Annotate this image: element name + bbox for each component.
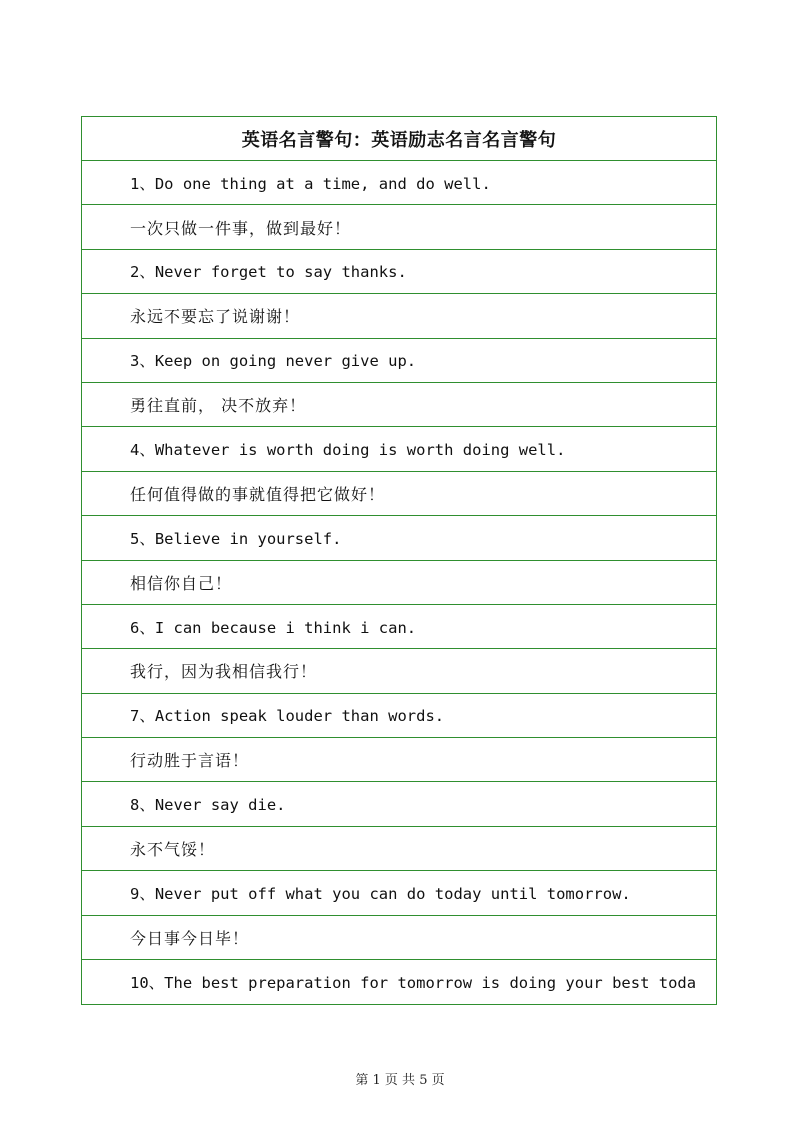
quote-english-row: 4、Whatever is worth doing is worth doing well. [82,427,716,471]
quote-translation-row: 一次只做一件事，做到最好！ [82,205,716,249]
quote-english-row: 10、The best preparation for tomorrow is doing your best toda [130,974,697,993]
quote-english-row: 5、Believe in yourself. [82,516,716,560]
quote-english-row: 6、I can because i think i can. [82,605,716,649]
quote-translation-row: 我行，因为我相信我行！ [82,649,716,693]
quote-translation-row: 相信你自己！ [82,561,716,605]
quotes-table [81,116,717,1005]
quote-translation-row: 今日事今日毕！ [82,916,716,960]
quote-english-row: 1、Do one thing at a time, and do well. [82,161,716,205]
quote-english-row: 2、Never forget to say thanks. [82,250,716,294]
quote-translation-row: 行动胜于言语！ [82,738,716,782]
quote-translation-row: 任何值得做的事就值得把它做好！ [82,472,716,516]
quote-english-row: 8、Never say die. [82,782,716,826]
quotes-list [82,161,716,1004]
quote-english-row: 3、Keep on going never give up. [82,339,716,383]
quote-english-row: 9、Never put off what you can do today until tomorrow. [82,871,716,915]
quote-translation-row: 永不气馁！ [82,827,716,871]
quote-translation-row: 永远不要忘了说谢谢！ [82,294,716,338]
quote-english-row: 7、Action speak louder than words. [82,694,716,738]
document-title: 英语名言警句：英语励志名言名言警句 [82,117,716,161]
quote-translation-row: 勇往直前， 决不放弃！ [82,383,716,427]
page-footer: 第 1 页 共 5 页 [355,1073,445,1088]
